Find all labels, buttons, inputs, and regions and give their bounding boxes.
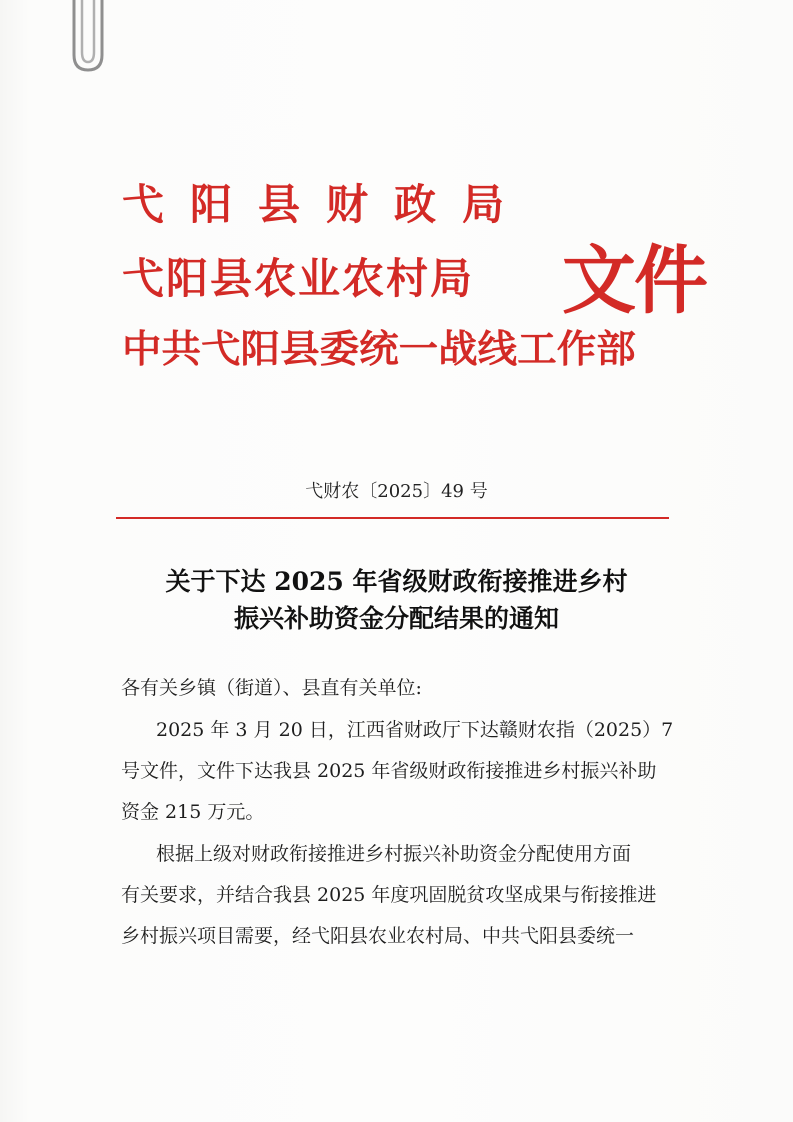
salutation: 各有关乡镇（街道）、县直有关单位: xyxy=(121,677,422,699)
issuer-finance-bureau: 弋阳县财政局 xyxy=(122,180,531,229)
paperclip-icon xyxy=(60,0,120,75)
red-divider xyxy=(116,517,669,519)
paragraph-2-line-2: 有关要求，并结合我县 2025 年度巩固脱贫攻坚成果与衔接推进 xyxy=(121,884,657,906)
notice-title-line-1: 关于下达 2025 年省级财政衔接推进乡村 xyxy=(165,567,628,596)
issuer-united-front-department: 中共弋阳县委统一战线工作部 xyxy=(122,327,636,371)
paragraph-1-line-3: 资金 215 万元。 xyxy=(121,801,265,823)
document-number: 弋财农〔2025〕49 号 xyxy=(305,481,488,502)
paragraph-2-line-3: 乡村振兴项目需要，经弋阳县农业农村局、中共弋阳县委统一 xyxy=(121,925,635,947)
issuer-agriculture-bureau: 弋阳县农业农村局 xyxy=(122,254,475,303)
document-type-label: 文件 xyxy=(562,238,706,324)
paragraph-1-line-2: 号文件，文件下达我县 2025 年省级财政衔接推进乡村振兴补助 xyxy=(121,760,657,782)
paragraph-1-line-1: 2025 年 3 月 20 日，江西省财政厅下达赣财农指（2025）7 xyxy=(156,719,674,741)
paragraph-2-line-1: 根据上级对财政衔接推进乡村振兴补助资金分配使用方面 xyxy=(156,843,632,865)
notice-title-line-2: 振兴补助资金分配结果的通知 xyxy=(233,604,559,633)
